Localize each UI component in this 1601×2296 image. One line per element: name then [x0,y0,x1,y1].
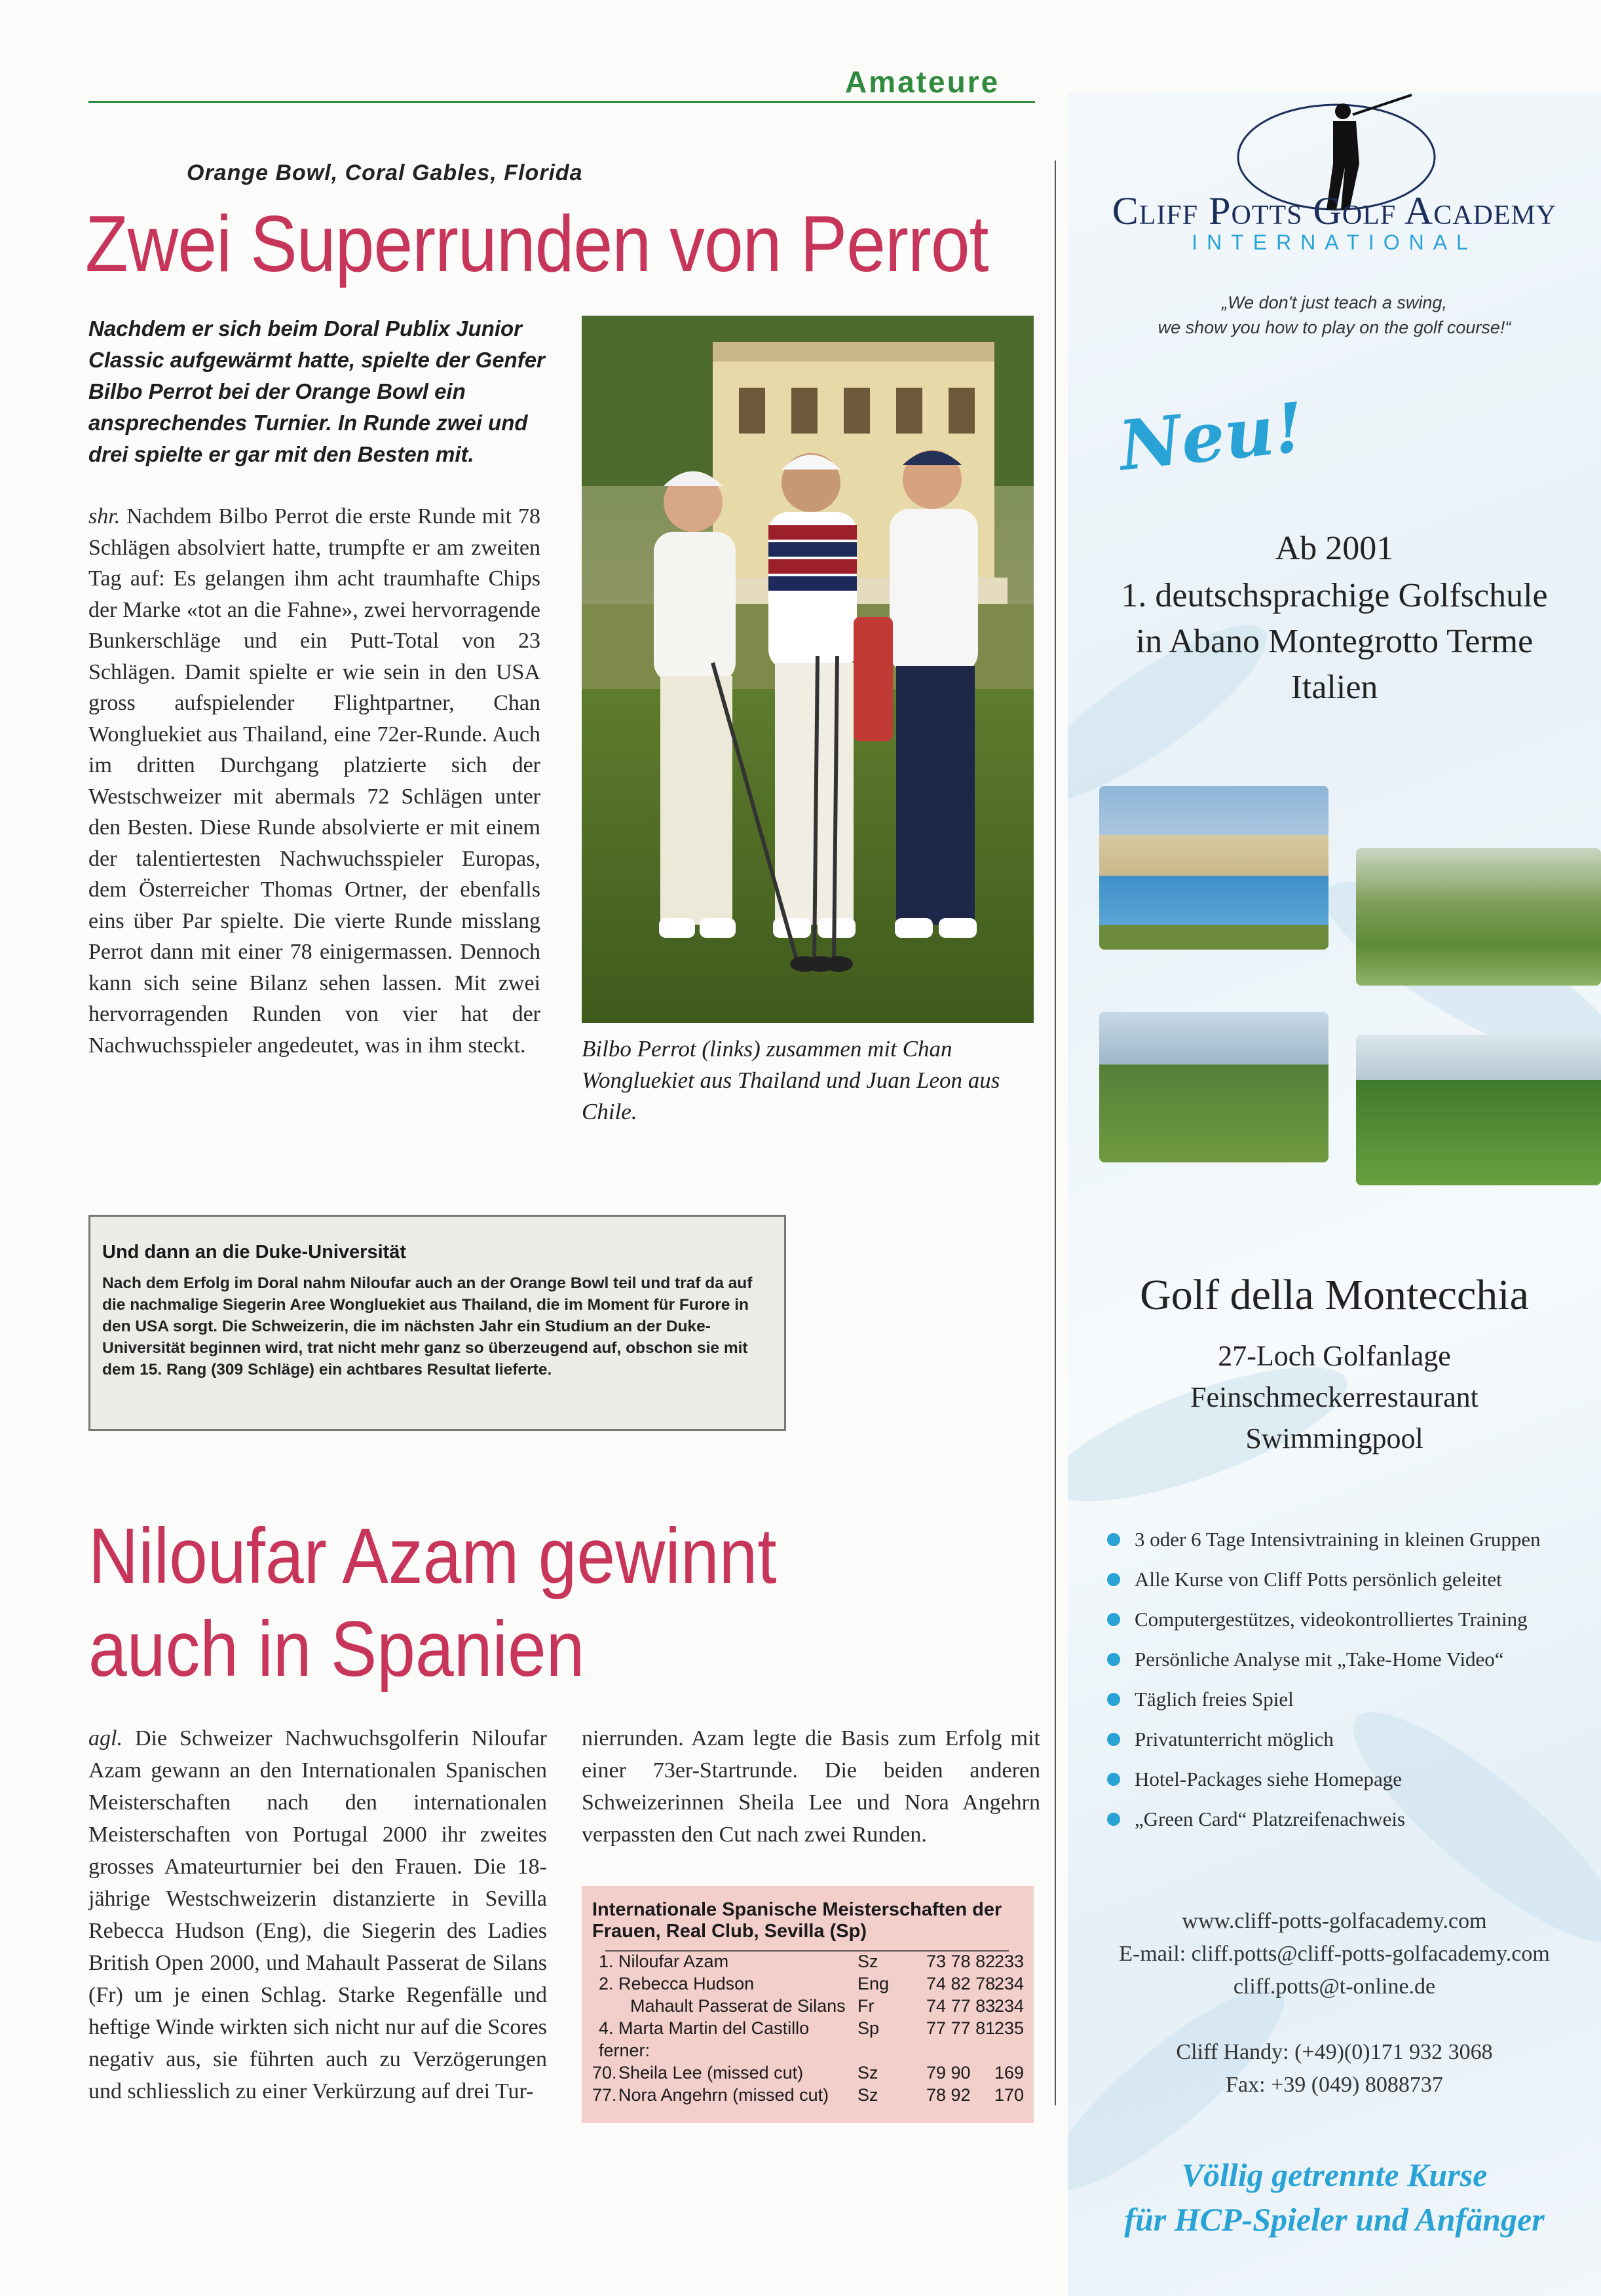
ad-slogan-2: we show you how to play on the golf course!“ [1158,318,1511,337]
bullet-icon [1107,1653,1120,1666]
lake-photo [1356,848,1601,986]
pool-photo [1099,786,1328,950]
ad-brand: Cliff Potts Golf Academy [1112,189,1557,232]
feature-text: Computergestützes, videokontrolliertes Training [1135,1608,1528,1631]
result-rounds: 74 82 78 [926,1974,996,1993]
table-row [592,2085,1023,2107]
result-country: Sz [857,2085,878,2105]
driving-range-photo [1356,1035,1601,1185]
ad-venue-line-2: Feinschmeckerrestaurant [1190,1381,1479,1413]
result-country: Sz [857,2063,878,2083]
list-item [1107,1639,1541,1679]
table-row [592,1996,1023,2018]
ad-venue-line-3: Swimmingpool [1245,1422,1423,1454]
article1-author: shr. [88,504,121,528]
article1-lead: Nachdem er sich beim Doral Publix Junior Classic aufgewärmt hatte, spielte der Genfer Bilbo Perrot bei der Orange Bowl ein ansprechendes Turnier. In Runde zwei und drei spielte er gar mit den Besten mit. [88,316,545,466]
ad-email-2[interactable]: cliff.potts@t-online.de [1233,1974,1436,1999]
table-row [592,1952,1023,1974]
result-name: Sheila Lee (missed cut) [618,2063,804,2083]
result-name: Nora Angehrn (missed cut) [618,2085,829,2105]
ad-headline-4: Italien [1290,669,1378,706]
ad-brand-sub: INTERNATIONAL [1192,231,1477,254]
result-name: Mahault Passerat de Silans [630,1996,846,2016]
infobox-title: Und dann an die Duke-Universität [102,1242,407,1263]
ad-venue: Golf della Montecchia [1140,1271,1529,1319]
list-item [1107,1559,1541,1599]
list-item [1107,1719,1541,1759]
result-total: 234 [994,1996,1025,2016]
result-country: Sp [857,2018,880,2038]
header-rule [88,101,1035,103]
list-item [1107,1679,1541,1719]
bullet-icon [1107,1733,1120,1746]
result-total: 235 [994,2018,1025,2038]
results-ferner-label [592,2041,1023,2063]
feature-text: Privatunterricht möglich [1135,1728,1334,1750]
photo-caption: Bilbo Perrot (links) zusammen mit Chan Wongluekiet aus Thailand und Juan Leon aus Chile. [582,1036,1000,1124]
golfers-photo [582,316,1034,1023]
article1-body-text: Nachdem Bilbo Perrot die erste Runde mit 78 Schlägen absolviert hatte, trumpfte er am zweiten Tag auf: Es gelangen ihm acht traumhafte Chips der Marke «tot an die Fahne», zwei hervorragende Bunkerschläge und ein Putt-Total von 23 Schlägen. Damit spielte er wie sein in den USA gross aufspielender Flightpartner, Chan Wongluekiet aus Thailand, eine 72er-Runde. Auch im dritten Durchgang platzierte sich der Westschweizer mit abermals 72 Schlägen unter den Besten. Diese Runde absolvierte er mit einem der talentiertesten Nachwuchsspieler Europas, dem Österreicher Thomas Ortner, der ebenfalls eins über Par spielte. Die vierte Runde misslang Perrot dann mit einer 78 einigermassen. Dennoch kann sich seine Bilanz sehen lassen. Mit zwei hervorragenden Runden von vier hat der Nachwuchsspieler angedeutet, was in ihm steckt. [88,504,541,1058]
section-label: Amateure [845,65,1000,99]
ad-tagline-2: für HCP-Spieler und Anfänger [1124,2201,1545,2238]
bullet-icon [1107,1813,1120,1826]
feature-text: Persönliche Analyse mit „Take-Home Video“ [1135,1648,1504,1671]
feature-text: 3 oder 6 Tage Intensivtraining in kleinen Gruppen [1135,1528,1541,1551]
result-rank: 77. [592,2085,617,2105]
article2-headline: Niloufar Azam gewinnt auch in Spanien [88,1512,777,1693]
ad-phone: Cliff Handy: (+49)(0)171 932 3068 [1176,2040,1493,2064]
ad-headline-3: in Abano Montegrotto Terme [1135,623,1534,660]
ad-new-label: Neu! [1115,386,1308,487]
bullet-icon [1107,1613,1120,1626]
result-total: 233 [994,1952,1025,1971]
result-rounds: 74 77 83 [926,1996,996,2016]
result-country: Sz [857,1952,878,1971]
ferner-label: ferner: [599,2041,650,2060]
result-total: 234 [994,1974,1025,1993]
ad-headline-2: 1. deutschsprachige Golfschule [1121,577,1548,614]
ad-tagline-1: Völlig getrennte Kurse [1181,2157,1488,2193]
article2-body-col1-text: Die Schweizer Nachwuchsgolferin Niloufar Azam gewann an den Internationalen Spanischen Meisterschaften nach den internationalen Meisterschaften von Portugal 2000 ihr zweites grosses Amateurturnier bei den Frauen. Die 18-jährige Westschweizerin distanzierte in Sevilla Rebecca Hudson (Eng), die Siegerin des Ladies British Open 2000, und Mahault Passerat de Silans (Fr) um je einen Schlag. Starke Regenfälle und heftige Winde wirkten sich nicht nur auf die Scores negativ aus, sie führten auch zu Verzögerungen und schliesslich zu einer Verkürzung auf drei Tur- [88,1726,547,2103]
golf-academy-ad [1068,92,1601,2296]
article1-dateline: Orange Bowl, Coral Gables, Florida [187,160,583,185]
table-row [592,2063,1023,2085]
ad-email-1[interactable]: E-mail: cliff.potts@cliff-potts-golfacademy.com [1119,1942,1550,1966]
result-rounds: 73 78 82 [926,1952,996,1971]
result-name: Rebecca Hudson [618,1974,755,1993]
ad-headline-1: Ab 2001 [1275,530,1394,567]
ad-feature-list [1107,1519,1541,1839]
result-rounds: 79 90 [926,2063,971,2083]
result-country: Fr [857,1996,875,2016]
article2-author: agl. [88,1726,122,1750]
bullet-icon [1107,1773,1120,1786]
list-item [1107,1759,1541,1799]
result-rounds: 78 92 [926,2085,971,2105]
ad-slogan-1: „We don't just teach a swing, [1222,293,1447,312]
ad-website[interactable]: www.cliff-potts-golfacademy.com [1182,1909,1487,1933]
ad-venue-line-1: 27-Loch Golfanlage [1218,1340,1451,1372]
fairway-photo [1099,1012,1328,1162]
feature-text: Täglich freies Spiel [1135,1688,1294,1711]
result-country: Eng [857,1974,890,1993]
bullet-icon [1107,1533,1120,1546]
list-item [1107,1519,1541,1559]
table-row [592,1974,1023,1996]
bullet-icon [1107,1693,1120,1706]
result-rank: 4. [599,2018,614,2038]
results-box [582,1886,1034,2123]
list-item [1107,1599,1541,1639]
article1-body [88,501,540,1061]
duke-infobox [88,1215,786,1431]
result-name: Marta Martin del Castillo [618,2018,810,2038]
list-item [1107,1799,1541,1839]
ad-fax: Fax: +39 (049) 8088737 [1226,2073,1443,2097]
result-rank: 70. [592,2063,617,2083]
feature-text: Hotel-Packages siehe Homepage [1135,1768,1403,1790]
feature-text: Alle Kurse von Cliff Potts persönlich geleitet [1135,1568,1502,1591]
result-rank: 2. [599,1974,614,1993]
results-title: Internationale Spanische Meisterschaften der Frauen, Real Club, Sevilla (Sp) [592,1899,1002,1942]
result-rank: 1. [599,1952,614,1971]
result-total: 170 [994,2085,1025,2105]
article1-headline: Zwei Superrunden von Perrot [85,199,989,288]
result-rounds: 77 77 81 [926,2018,996,2038]
article2-body-col1 [88,1722,547,2107]
bullet-icon [1107,1573,1120,1586]
article2-body-col2: nierrunden. Azam legte die Basis zum Erfolg mit einer 73er-Startrunde. Die beiden anderen Schweizerinnen Sheila Lee und Nora Angehrn verpassten den Cut nach zwei Runden. [582,1726,1040,1847]
result-name: Niloufar Azam [618,1952,729,1971]
table-row [592,2018,1023,2041]
column-divider [1055,160,1056,2105]
result-total: 169 [994,2063,1025,2083]
infobox-text: Nach dem Erfolg im Doral nahm Niloufar auch an der Orange Bowl teil und traf da auf die nachmalige Siegerin Aree Wongluekiet aus Thailand, die im Moment für Furore in den USA sorgt. Die Schweizerin, die im nächsten Jahr ein Studium an der Duke-Universität beginnen wird, trat nicht mehr ganz so überzeugend auf, obschon sie mit dem 15. Rang (309 Schläge) ein achtbares Resultat lieferte. [102,1274,753,1379]
feature-text: „Green Card“ Platzreifenachweis [1135,1807,1406,1830]
